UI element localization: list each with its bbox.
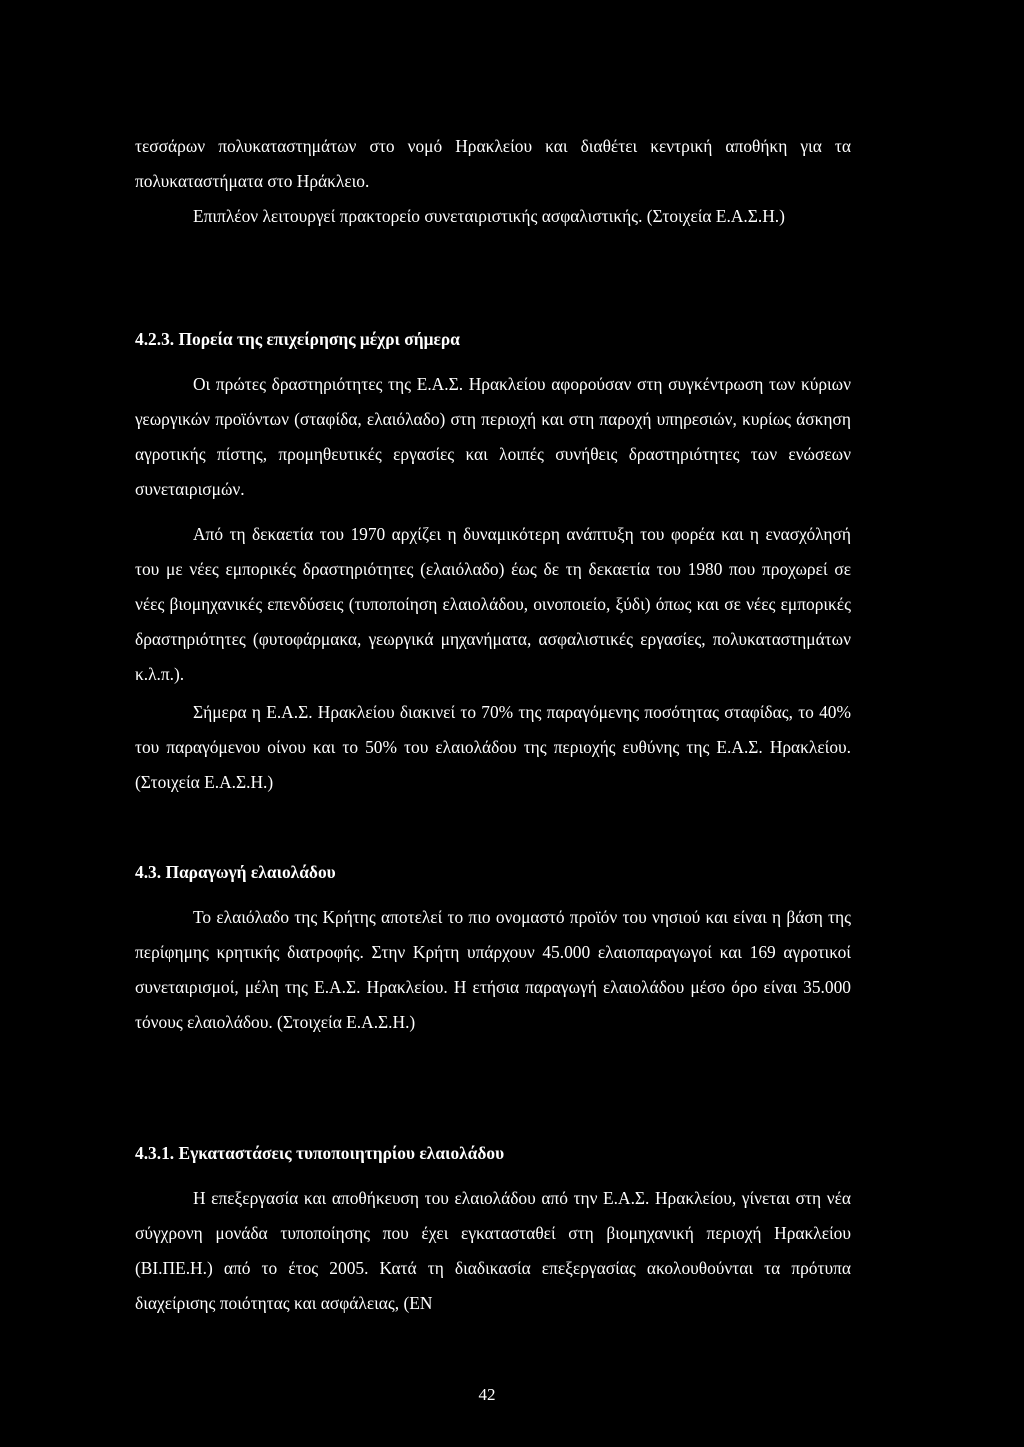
paragraph-insurance: Επιπλέον λειτουργεί πρακτορείο συνεταιριστικής ασφαλιστικής. (Στοιχεία Ε.Α.Σ.Η.) bbox=[193, 206, 785, 226]
section-number: 4.3.1. bbox=[135, 1143, 175, 1163]
section-number: 4.2.3. bbox=[135, 329, 175, 349]
section-heading-olive-oil bbox=[135, 855, 851, 890]
paragraph-olive-oil-production: Το ελαιόλαδο της Κρήτης αποτελεί το πιο ονομαστό προϊόν του νησιού και είναι η βάση της περίφημης κρητικής διατροφής. Στην Κρήτη υπάρχουν 45.000 ελαιοπαραγωγοί και 169 αγροτικοί συνεταιρισμοί, μέλη της Ε.Α.Σ. Ηρακλείου. Η ετήσια παραγωγή ελαιολάδου μέσο όρο είναι 35.000 τόνους ελαιολάδου. (Στοιχεία Ε.Α.Σ.Η.) bbox=[135, 907, 851, 1032]
section-number: 4.3. bbox=[135, 862, 162, 882]
section-title: Παραγωγή ελαιολάδου bbox=[165, 862, 336, 882]
section-heading-history bbox=[135, 322, 851, 357]
page-number: 42 bbox=[478, 1385, 496, 1404]
paragraph-stores: τεσσάρων πολυκαταστημάτων στο νομό Ηρακλείου και διαθέτει κεντρική αποθήκη για τα πολυκαταστήματα στο Ηράκλειο. bbox=[135, 136, 851, 191]
section-title: Εγκαταστάσεις τυποποιητηρίου ελαιολάδου bbox=[178, 1143, 505, 1163]
paragraph-first-activities: Οι πρώτες δραστηριότητες της Ε.Α.Σ. Ηρακλείου αφορούσαν στη συγκέντρωση των κύριων γεωργικών προϊόντων (σταφίδα, ελαιόλαδο) στη περιοχή και στη παροχή υπηρεσιών, κυρίως άσκηση αγροτικής πίστης, προμηθευτικές εργασίες και λοιπές συνήθεις δραστηριότητες των ενώσεων συνεταιρισμών. bbox=[135, 374, 851, 499]
paragraph-today: Σήμερα η Ε.Α.Σ. Ηρακλείου διακινεί το 70% της παραγόμενης ποσότητας σταφίδας, το 40% του παραγόμενου οίνου και το 50% του ελαιολάδου της περιοχής ευθύνης της Ε.Α.Σ. Ηρακλείου. (Στοιχεία Ε.Α.Σ.Η.) bbox=[135, 702, 851, 792]
section-heading-facilities bbox=[135, 1136, 851, 1171]
paragraph-1970s-development: Από τη δεκαετία του 1970 αρχίζει η δυναμικότερη ανάπτυξη του φορέα και η ενασχόλησή του με νέες εμπορικές δραστηριότητες (ελαιόλαδο) έως δε τη δεκαετία του 1980 που προχωρεί σε νέες βιομηχανικές επενδύσεις (τυποποίηση ελαιολάδου, οινοποιείο, ξύδι) όπως και σε νέες εμπορικές δραστηριότητες (φυτοφάρμακα, γεωργικά μηχανήματα, ασφαλιστικές εργασίες, πολυκαταστημάτων κ.λ.π.). bbox=[135, 524, 851, 684]
paragraph-facilities: Η επεξεργασία και αποθήκευση του ελαιολάδου από την Ε.Α.Σ. Ηρακλείου, γίνεται στη νέα σύγχρονη μονάδα τυποποίησης που έχει εγκατασταθεί στη βιομηχανική περιοχή Ηρακλείου (ΒΙ.ΠΕ.Η.) από το έτος 2005. Κατά τη διαδικασία επεξεργασίας ακολουθούνται τα πρότυπα διαχείρισης ποιότητας και ασφάλειας, (ΕΝ bbox=[135, 1188, 851, 1313]
section-title: Πορεία της επιχείρησης μέχρι σήμερα bbox=[178, 329, 460, 349]
